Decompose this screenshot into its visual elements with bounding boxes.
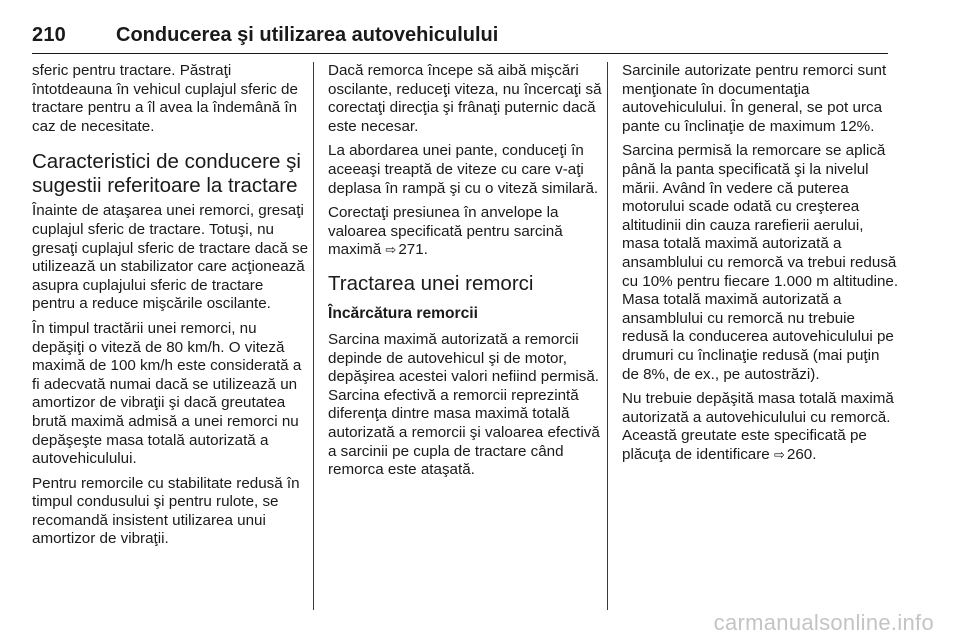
- subheading-trailer-load: Încărcătura remorcii: [328, 304, 478, 322]
- paragraph: În timpul tractării unei remorci, nu depăşiţi o viteză de 80 km/h. O viteză maximă de 100 km/h este considerată a fi adecvată numai dacă se utilizează un amortizor de vibraţii şi dacă greutatea brută maximă admisă a unei remorci nu depăşeşte masa totală autorizată a autovehiculului.: [32, 319, 302, 468]
- column-divider: [313, 62, 314, 610]
- column-1: [32, 62, 310, 610]
- paragraph: Dacă remorca începe să aibă mişcări oscilante, reduceţi viteza, nu încercaţi să corectaţi direcţia şi frânaţi puternic dacă este necesar.: [328, 62, 602, 135]
- page-header: [32, 24, 888, 54]
- paragraph: Înainte de ataşarea unei remorci, gresaţi cuplajul sferic de tractare. Totuşi, nu gresaţi cuplajul sferic de tractare dacă se utilizează un stabilizator care acţionează asupra cuplajului sferic de tractare pentru a reduce mişcările oscilante.: [32, 202, 309, 313]
- watermark: carmanualsonline.info: [713, 610, 934, 635]
- paragraph: Sarcinile autorizate pentru remorci sunt menţionate în documentaţia autovehiculului. În general, se pot urca pante cu înclinaţie de maximum 12%.: [622, 62, 887, 135]
- section-heading-trailer-towing: Tractarea unei remorci: [328, 271, 534, 295]
- column-3: [622, 62, 900, 610]
- page-reference-link[interactable]: 260.: [786, 445, 817, 463]
- paragraph: La abordarea unei pante, conduceţi în aceeaşi treaptă de viteze cu care v-aţi deplasa în rampă şi cu o viteză similară.: [328, 142, 599, 197]
- paragraph: Sarcina maximă autorizată a remorcii depinde de autovehicul şi de motor, depăşirea acestei valori nefiind permisă. Sarcina efectivă a remorcii reprezintă diferenţa dintre masa maximă totală autorizată a remorcii şi valoarea efectivă a sarcinii pe cupla de tractare când remorca este ataşată.: [328, 330, 600, 479]
- paragraph-identification-plate: [622, 390, 900, 464]
- page-reference-link[interactable]: 271.: [398, 241, 428, 259]
- cross-reference-arrow-icon: ⇨: [774, 446, 785, 462]
- paragraph: Pentru remorcile cu stabilitate redusă în timpul condusului şi pentru rulote, se recomandă insistent utilizarea unui amortizor de vibraţii.: [32, 474, 300, 548]
- paragraph: Sarcina permisă la remorcare se aplică până la panta specificată şi la nivelul mării. Având în vedere că puterea motorului scade odată cu creşterea altitudinii din cauza rarefierii aerului, masa totală maximă autorizată a ansamblului cu remorcă va trebui redusă cu 10% pentru fiecare 1.000 m altitudine. Masa totală maximă autorizată a ansamblului cu remorcă nu trebuie redusă la conducerea autovehiculului pe drumuri cu înclinaţie redusă (mai puţin de 8%, de ex., pe autostrăzi).: [622, 142, 899, 383]
- page-title: Conducerea şi utilizarea autovehiculului: [116, 24, 499, 46]
- cross-reference-arrow-icon: ⇨: [385, 242, 397, 258]
- column-2: [328, 62, 606, 610]
- paragraph-text: Nu trebuie depăşită masa totală maximă autorizată a autovehiculului cu remorcă. Această greutate este specificată pe plăcuţa de identificare: [622, 390, 894, 463]
- paragraph-text: Corectaţi presiunea în anvelope la valoarea specificată pentru sarcină maximă: [328, 204, 563, 259]
- paragraph-tyre-pressure: [328, 204, 606, 260]
- paragraph-intro: sferic pentru tractare. Păstraţi întotdeauna în vehicul cuplajul sferic de tractare pentru a îl avea la îndemână în caz de necesitate.: [32, 62, 298, 135]
- section-heading-driving-tips: Caracteristici de conducere şi sugestii referitoare la tractare: [32, 150, 301, 198]
- page-number: 210: [32, 24, 66, 46]
- column-divider: [607, 62, 608, 610]
